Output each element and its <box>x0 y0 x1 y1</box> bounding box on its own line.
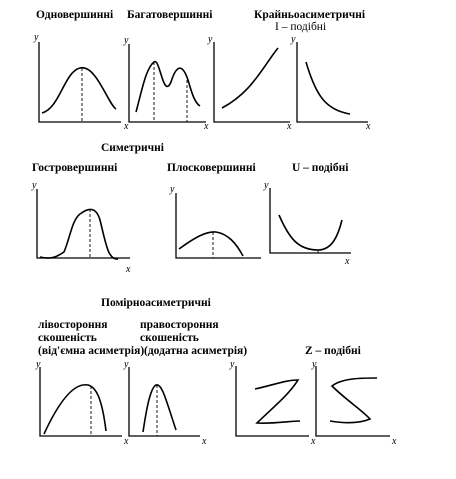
y-axis-label: y <box>312 359 317 370</box>
y-axis-label: y <box>230 359 235 370</box>
y-axis-label: y <box>32 180 37 191</box>
plot-extreme-asymmetric-increasing <box>214 42 290 122</box>
left-skew-line-1: лівостороння <box>38 319 108 331</box>
y-axis-label: y <box>124 359 129 370</box>
y-axis-label: y <box>36 359 41 370</box>
plot-unimodal <box>39 42 121 122</box>
right-skew-line-1: правостороння <box>140 319 219 331</box>
x-axis-label: x <box>366 121 371 132</box>
plot-s-shaped <box>316 366 390 436</box>
x-axis-label: x <box>204 121 209 132</box>
title-flat-topped: Плосковершинні <box>167 162 256 174</box>
axes <box>214 42 290 122</box>
subtitle-i-shaped: I – подібні <box>275 21 327 33</box>
axes <box>176 193 261 258</box>
peaked-curve <box>40 209 118 259</box>
y-axis-label: y <box>208 34 213 45</box>
left-skew-line-3: (від'ємна асиметрія) <box>38 345 145 357</box>
decreasing-curve <box>306 62 350 114</box>
title-multimodal: Багатовершинні <box>127 9 213 21</box>
left-skew-curve <box>44 385 106 434</box>
axes <box>236 366 309 436</box>
title-symmetric: Симетричні <box>101 142 164 154</box>
title-z-shaped: Z – подібні <box>305 345 361 357</box>
y-axis-label: y <box>264 180 269 191</box>
plot-flat-topped <box>176 193 261 258</box>
unimodal-curve <box>42 68 116 113</box>
x-axis-label: x <box>345 256 350 267</box>
y-axis-label: y <box>124 35 129 46</box>
axes <box>39 42 121 122</box>
right-skew-curve <box>143 385 176 432</box>
y-axis-label: y <box>291 34 296 45</box>
u-curve <box>279 215 342 250</box>
axes <box>297 42 368 122</box>
axes <box>316 366 390 436</box>
title-peaked: Гостровершинні <box>32 162 118 174</box>
right-skew-line-2: скошеність <box>140 332 199 344</box>
right-skew-line-3: (додатна асиметрія) <box>144 345 248 357</box>
increasing-curve <box>222 48 278 108</box>
title-extreme-asymmetric: Крайньоасиметричні <box>254 9 366 21</box>
title-moderately-asymmetric: Помірноасиметричні <box>101 297 211 309</box>
x-axis-label: x <box>126 264 131 275</box>
plot-multimodal <box>129 44 206 122</box>
plot-peaked <box>37 189 130 259</box>
x-axis-label: x <box>392 436 397 447</box>
s-curve <box>330 378 377 423</box>
y-axis-label: y <box>34 32 39 43</box>
plot-z-shaped <box>236 366 309 436</box>
x-axis-label: x <box>287 121 292 132</box>
plot-u-shaped <box>270 188 351 253</box>
axes <box>129 44 206 122</box>
x-axis-label: x <box>124 121 129 132</box>
axes <box>129 367 200 436</box>
axes <box>40 367 122 436</box>
plot-extreme-asymmetric-decreasing <box>297 42 368 122</box>
y-axis-label: y <box>170 184 175 195</box>
x-axis-label: x <box>202 436 207 447</box>
title-unimodal: Одновершинні <box>36 9 114 21</box>
multimodal-curve <box>136 62 200 112</box>
flat-topped-curve <box>179 232 243 256</box>
x-axis-label: x <box>311 436 316 447</box>
axes <box>37 189 130 258</box>
x-axis-label: x <box>124 436 129 447</box>
plot-left-skew <box>40 367 122 436</box>
plot-right-skew <box>129 367 200 436</box>
left-skew-line-2: скошеність <box>38 332 97 344</box>
title-u-shaped: U – подібні <box>292 162 349 174</box>
z-curve <box>255 380 300 423</box>
